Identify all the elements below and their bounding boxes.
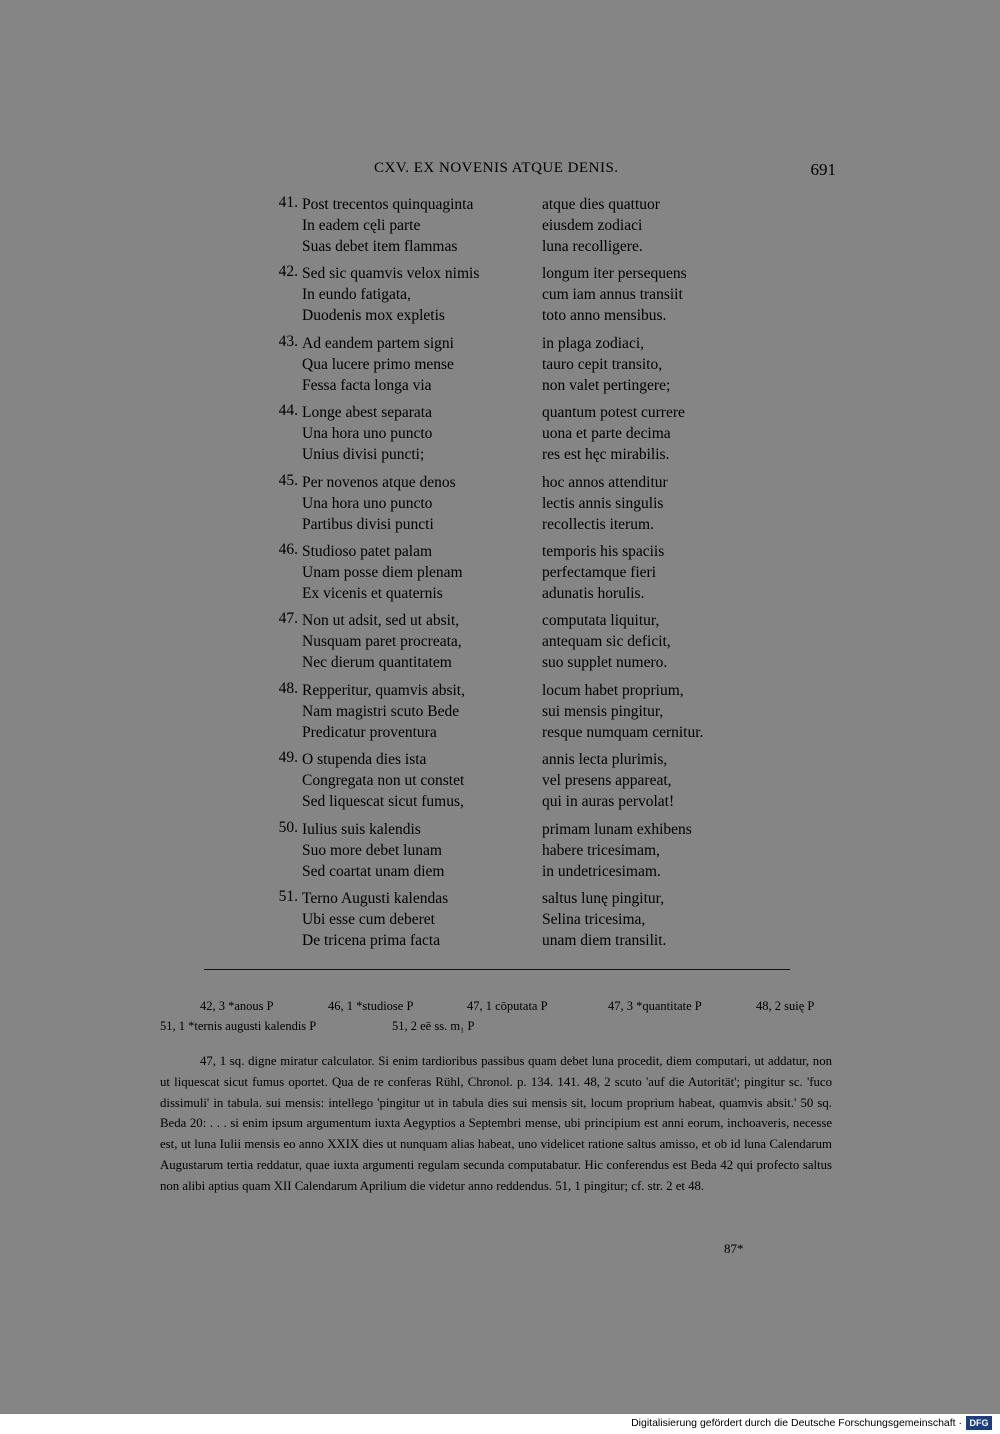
verse-second-half: qui in auras pervolat! [542, 793, 675, 811]
verse-line [302, 888, 665, 909]
verse-first-half: Iulius suis kalendis [302, 820, 421, 838]
commentary-text: 47, 1 sq. digne miratur calculator. Si enim tardioribus passibus quam debet luna procedit, diem computari, ut addatur, non ut liquescat sicut fumus oportet. Qua de re conferas Rühl, Chronol. p. 134. 141. 48, 2 scuto 'auf die Autorität'; pingitur sc. 'fuco dissimuli' in tabula. sui mensis: intellego 'pingitur ut in tabula dies sui mensis sit, locum proprium habeat, quamvis absit.' 50 sq. Beda 20: . . . si enim ipsum argumentum iuxta Aegyptios a Septembri mense, ubi principium est anni eorum, inchoaveris, necesse est, ut luna Iulii mensis eo anno XXIX dies ut nunquam alias habeat, uno videlicet ratione saltus amisso, et ob id luna Calendarum Augustarum tertia reddatur, quae iuxta argumenti regulam secunda computabatur. Hic conferendus est Beda 42 qui profecto saltus non alibi aptius quam XII Calendarum Aprilium die videtur anno reddendus. 51, 1 pingitur; cf. str. 2 et 48. [160, 1054, 832, 1193]
verse-first-half: Sed liquescat sicut fumus, [302, 793, 464, 811]
verse-first-half: Sed sic quamvis velox nimis [302, 265, 480, 283]
verse-first-half: Per novenos atque denos [302, 473, 456, 491]
verse-second-half: computata liquitur, [542, 612, 660, 630]
stanza-number: 42. [278, 263, 298, 281]
stanza-number: 51. [278, 887, 298, 905]
verse-first-half: Post trecentos quinquaginta [302, 196, 474, 213]
verse-first-half: Congregata non ut constet [302, 772, 465, 790]
apparatus-entry: 51, 2 eē ss. m₁ P [392, 1019, 475, 1033]
verse-first-half: Nusquam paret procreata, [302, 633, 462, 651]
verse-first-half: Non ut adsit, sed ut absit, [302, 612, 460, 630]
apparatus-entry: 46, 1 *studiose P [328, 999, 414, 1013]
verse-line [302, 402, 685, 423]
poem-stanzas [262, 194, 762, 957]
verse-first-half: Terno Augusti kalendas [302, 889, 449, 907]
page-number: 691 [810, 160, 836, 179]
verse-second-half: antequam sic deficit, [542, 633, 671, 651]
verse-line [302, 631, 671, 652]
verse-second-half: suo supplet numero. [542, 654, 668, 672]
dfg-logo-icon: DFG [966, 1416, 992, 1430]
stanza [262, 263, 762, 332]
verse-second-half: in undetricesimam. [542, 862, 661, 880]
verse-first-half: De tricena prima facta [302, 931, 441, 949]
verse-first-half: Ubi esse cum deberet [302, 910, 435, 928]
running-title: CXV. EX NOVENIS ATQUE DENIS. [374, 160, 619, 176]
verse-line [302, 375, 671, 396]
footnote-rule [204, 969, 790, 970]
verse-first-half: Una hora uno puncto [302, 494, 433, 512]
stanza-number: 43. [278, 332, 298, 350]
stanza [262, 194, 762, 263]
page-header [160, 160, 840, 182]
verse-second-half: Selina tricesima, [542, 910, 646, 928]
verse-second-half: unam diem transilit. [542, 931, 667, 949]
stanza [262, 680, 762, 749]
verse-second-half: toto anno mensibus. [542, 307, 667, 325]
verse-first-half: Sed coartat unam diem [302, 862, 445, 880]
stanza [262, 610, 762, 679]
verse-second-half: luna recolligere. [542, 238, 643, 255]
critical-apparatus [160, 996, 838, 1036]
verse-first-half: Ad eandem partem signi [302, 334, 454, 352]
verse-line [302, 930, 667, 951]
verse-line [302, 514, 654, 535]
verse-second-half: hoc annos attenditur [542, 473, 668, 491]
verse-line [302, 541, 665, 562]
verse-first-half: Una hora uno puncto [302, 425, 433, 443]
verse-second-half: recollectis iterum. [542, 515, 654, 533]
verse-line [302, 722, 704, 743]
verse-first-half: Unam posse diem plenam [302, 563, 463, 581]
verse-line [302, 354, 663, 375]
verse-second-half: eiusdem zodiaci [542, 217, 643, 234]
verse-second-half: non valet pertingere; [542, 376, 671, 394]
verse-second-half: temporis his spaciis [542, 542, 665, 560]
verse-first-half: Suo more debet lunam [302, 841, 442, 859]
verse-first-half: Partibus divisi puncti [302, 515, 434, 533]
verse-first-half: Studioso patet palam [302, 542, 433, 560]
apparatus-entry: 47, 1 cōputata P [467, 999, 548, 1013]
signature-mark: 87* [724, 1241, 744, 1256]
verse-second-half: uona et parte decima [542, 425, 671, 443]
footer-bar [0, 1414, 1000, 1434]
verse-second-half: adunatis horulis. [542, 584, 645, 602]
stanza-number: 44. [278, 402, 298, 420]
verse-second-half: primam lunam exhibens [542, 820, 692, 838]
verse-line [302, 652, 668, 673]
verse-first-half: Ex vicenis et quaternis [302, 584, 443, 602]
verse-line [302, 236, 643, 257]
verse-line [302, 749, 668, 770]
stanza [262, 541, 762, 610]
verse-line [302, 423, 671, 444]
verse-line [302, 701, 664, 722]
verse-line [302, 263, 687, 284]
stanza [262, 402, 762, 471]
verse-line [302, 861, 661, 882]
apparatus-entry: 48, 2 suię P [756, 999, 815, 1013]
verse-first-half: O stupenda dies ista [302, 751, 427, 769]
verse-line [302, 680, 684, 701]
stanza [262, 749, 762, 818]
verse-second-half: in plaga zodiaci, [542, 334, 644, 352]
verse-second-half: perfectamque fieri [542, 563, 657, 581]
apparatus-entry: 47, 3 *quantitate P [608, 999, 702, 1013]
verse-line [302, 610, 660, 631]
verse-line [302, 909, 646, 930]
verse-line [302, 791, 675, 812]
stanza-number: 49. [278, 749, 298, 767]
verse-second-half: res est hęc mirabilis. [542, 446, 670, 464]
apparatus-row [160, 996, 838, 1016]
verse-first-half: Repperitur, quamvis absit, [302, 681, 465, 699]
stanza [262, 472, 762, 541]
verse-second-half: cum iam annus transiit [542, 286, 683, 304]
stanza-number: 50. [278, 818, 298, 836]
apparatus-entry: 51, 1 *ternis augusti kalendis P [160, 1019, 317, 1033]
stanza-number: 47. [278, 610, 298, 628]
verse-second-half: atque dies quattuor [542, 196, 660, 213]
verse-first-half: In eundo fatigata, [302, 286, 411, 304]
verse-line [302, 819, 692, 840]
verse-line [302, 333, 644, 354]
stanza-number: 41. [278, 194, 298, 211]
verse-first-half: Duodenis mox expletis [302, 307, 445, 325]
verse-line [302, 305, 667, 326]
verse-first-half: Predicatur proventura [302, 723, 437, 741]
verse-second-half: sui mensis pingitur, [542, 702, 664, 720]
verse-first-half: Unius divisi puncti; [302, 446, 425, 464]
verse-first-half: Suas debet item flammas [302, 238, 458, 255]
verse-second-half: tauro cepit transito, [542, 355, 663, 373]
verse-first-half: Qua lucere primo mense [302, 355, 454, 373]
verse-line [302, 215, 643, 236]
verse-second-half: locum habet proprium, [542, 681, 684, 699]
verse-second-half: lectis annis singulis [542, 494, 664, 512]
verse-first-half: Fessa facta longa via [302, 376, 432, 394]
apparatus-row [160, 1016, 838, 1036]
footer-credit: Digitalisierung gefördert durch die Deutsche Forschungsgemeinschaft · [631, 1417, 962, 1429]
verse-line [302, 493, 664, 514]
verse-first-half: Nam magistri scuto Bede [302, 702, 460, 720]
verse-second-half: longum iter persequens [542, 265, 687, 283]
commentary [160, 1051, 832, 1197]
verse-second-half: saltus lunę pingitur, [542, 889, 665, 907]
verse-first-half: Nec dierum quantitatem [302, 654, 452, 672]
stanza [262, 888, 762, 957]
stanza-number: 48. [278, 679, 298, 697]
verse-line [302, 770, 672, 791]
stanza-number: 45. [278, 471, 298, 489]
stanza [262, 333, 762, 402]
stanza-number: 46. [278, 540, 298, 558]
verse-first-half: In eadem cęli parte [302, 217, 421, 234]
verse-first-half: Longe abest separata [302, 404, 432, 422]
apparatus-entry: 42, 3 *anous P [200, 999, 274, 1013]
stanza [262, 819, 762, 888]
verse-line [302, 583, 645, 604]
verse-line [302, 194, 660, 215]
verse-second-half: vel presens appareat, [542, 772, 672, 790]
verse-line [302, 562, 657, 583]
verse-line [302, 284, 683, 305]
verse-second-half: habere tricesimam, [542, 841, 660, 859]
verse-line [302, 840, 660, 861]
verse-line [302, 472, 668, 493]
verse-line [302, 444, 670, 465]
verse-second-half: quantum potest currere [542, 404, 685, 422]
verse-second-half: annis lecta plurimis, [542, 751, 668, 769]
verse-second-half: resque numquam cernitur. [542, 723, 704, 741]
